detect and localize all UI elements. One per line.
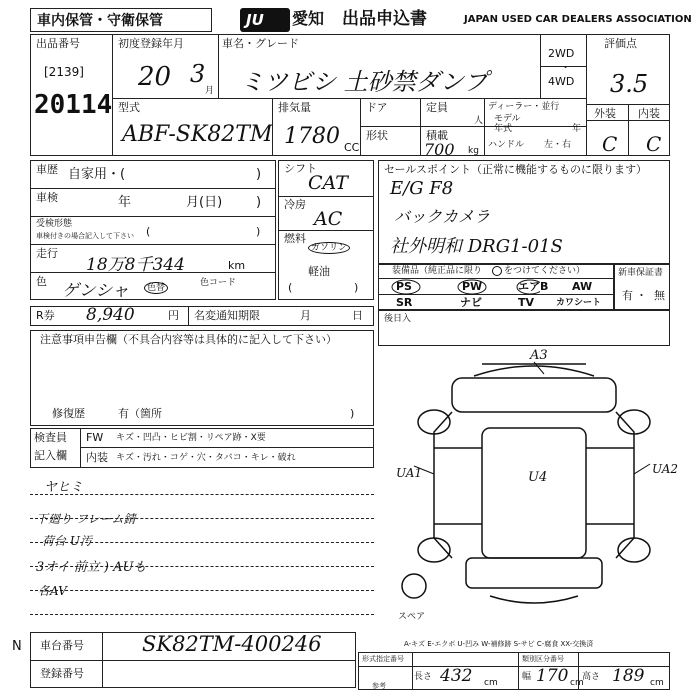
model-value: ABF-SK82TM bbox=[122, 122, 273, 147]
interior-value: C bbox=[646, 132, 662, 156]
drive-4wd: 4WD bbox=[548, 75, 575, 88]
equipment-circle-marks bbox=[390, 278, 540, 298]
warranty-no: 無 bbox=[654, 289, 665, 302]
name-change-label: 名変通知期限 bbox=[194, 309, 260, 322]
fuel-gasoline: ガソリン bbox=[308, 242, 350, 254]
history-label: 車歴 bbox=[36, 163, 58, 176]
color-code-label: 色コード bbox=[200, 278, 237, 288]
diagram-mark-left: UA1 bbox=[396, 466, 423, 480]
dealer-label: ディーラー・並行 bbox=[488, 102, 560, 112]
fuel-paren: ( bbox=[288, 281, 293, 294]
spec-ref: 参考 bbox=[372, 682, 386, 690]
model-year-label2: 年式 bbox=[494, 124, 513, 134]
repair-label: 修復歴 bbox=[52, 407, 85, 420]
sales-point-1: E/G F8 bbox=[390, 178, 454, 199]
inspector-label-2: 記入欄 bbox=[34, 449, 67, 462]
lot-small-code: [2139] bbox=[44, 65, 84, 79]
spec-length-label: 長さ bbox=[414, 672, 433, 682]
equipment-airbag: エアB bbox=[518, 280, 549, 293]
equipment-circle-mark bbox=[492, 266, 502, 276]
equipment-pw: PW bbox=[462, 280, 483, 293]
spec-type-label: 形式指定番号 bbox=[362, 655, 404, 663]
aircon-value: AC bbox=[314, 208, 343, 230]
warranty-yes: 有 bbox=[622, 289, 633, 302]
equipment-sr: SR bbox=[396, 296, 413, 309]
spec-width-unit: cm bbox=[570, 678, 584, 688]
handle-label: ハンドル bbox=[488, 140, 525, 150]
history-value: 自家用・( bbox=[68, 167, 126, 182]
drive-2wd: 2WD bbox=[548, 47, 575, 60]
fuel-diesel: 軽油 bbox=[308, 265, 330, 278]
color-value: ゲンシャ bbox=[62, 281, 129, 301]
displacement-unit: CC bbox=[344, 141, 360, 154]
spec-width-label: 幅 bbox=[522, 672, 532, 682]
load-label: 積載 bbox=[426, 129, 448, 142]
accepted-sub: 車検付きの場合記入して下さい bbox=[36, 232, 134, 240]
car-name-label: 車名・グレード bbox=[222, 37, 299, 50]
spec-length: 432 bbox=[440, 666, 473, 686]
shift-label: シフト bbox=[284, 162, 317, 175]
diagram-mark-right: UA2 bbox=[652, 462, 679, 476]
lot-label: 出品番号 bbox=[36, 37, 80, 50]
diagram-mark-top: A3 bbox=[530, 348, 548, 363]
chassis-label: 車台番号 bbox=[40, 639, 84, 652]
fuel-label: 燃料 bbox=[284, 232, 306, 245]
load-value: 700 bbox=[424, 140, 455, 159]
registration-month: 3 bbox=[190, 60, 206, 88]
later-input-label: 後日入 bbox=[384, 314, 412, 324]
spec-width: 170 bbox=[536, 666, 569, 686]
color-label: 色 bbox=[36, 275, 47, 288]
equipment-aw: AW bbox=[572, 280, 593, 293]
sales-points-label: セールスポイント（正常に機能するものに限ります） bbox=[384, 163, 648, 176]
recycle-value: 8,940 bbox=[86, 305, 135, 325]
logo-region: 愛知 bbox=[292, 9, 325, 28]
color-changed-mark: 色替 bbox=[144, 282, 168, 294]
score-label: 評価点 bbox=[604, 37, 637, 50]
exterior-label: 外装 bbox=[594, 107, 616, 120]
sales-point-2: バックカメラ bbox=[394, 207, 491, 226]
registration-label: 初度登録年月 bbox=[118, 37, 184, 50]
ju-logo bbox=[240, 8, 290, 32]
inspector-row2-head: 内装 bbox=[86, 451, 108, 464]
handnote-4: 3オイ 前立 ) AUも bbox=[36, 560, 147, 575]
equipment-label-2: をつけてください） bbox=[504, 266, 586, 276]
load-unit: kg bbox=[468, 146, 479, 156]
repair-close: ) bbox=[350, 407, 355, 420]
equipment-label: 装備品（純正品に限り bbox=[392, 266, 483, 276]
fuel-close: ) bbox=[354, 281, 359, 294]
history-close: ) bbox=[256, 167, 262, 182]
equipment-seat: カワシート bbox=[556, 298, 602, 308]
model-year-label1: モデル bbox=[494, 114, 521, 124]
aircon-label: 冷房 bbox=[284, 198, 306, 211]
recycle-unit: 円 bbox=[168, 309, 179, 322]
spec-length-unit: cm bbox=[484, 678, 498, 688]
handnote-5: 各AV bbox=[38, 584, 67, 598]
capacity-label: 定員 bbox=[426, 101, 448, 114]
drive-dot: ・ bbox=[560, 61, 571, 74]
inspector-row1-head: FW bbox=[86, 431, 104, 444]
spec-height: 189 bbox=[612, 666, 645, 686]
inspector-row2: キズ・汚れ・コゲ・穴・タバコ・キレ・破れ bbox=[116, 453, 296, 463]
accepted-paren: ( bbox=[146, 225, 151, 238]
name-change-day: 日 bbox=[352, 309, 363, 322]
storage-badge-text: 車内保管・守衛保管 bbox=[37, 13, 163, 29]
inspector-row1: キズ・凹凸・ヒビ割・リペア跡・X要 bbox=[116, 433, 266, 443]
score-value: 3.5 bbox=[610, 70, 649, 98]
diagram-mark-center: U4 bbox=[528, 470, 548, 485]
inspection-label: 車検 bbox=[36, 191, 58, 204]
registration-year: 20 bbox=[138, 62, 172, 92]
inspection-close: ) bbox=[256, 195, 262, 210]
name-change-month: 月 bbox=[300, 309, 311, 322]
spec-class-label: 類別区分番号 bbox=[522, 655, 564, 663]
registration-month-unit: 月 bbox=[205, 86, 215, 96]
storage-badge bbox=[30, 8, 212, 32]
damage-legend: A-キズ E-エクボ U-凹み W-補修跡 S-サビ C-腐食 XX-交換済 bbox=[404, 640, 594, 648]
sales-point-3: 社外明和 DRG1-01S bbox=[390, 236, 563, 257]
chassis-side-mark: N bbox=[12, 639, 22, 654]
inspection-month: 月(日) bbox=[186, 195, 223, 210]
displacement-label: 排気量 bbox=[278, 101, 311, 114]
recycle-label: R券 bbox=[36, 309, 55, 322]
model-year-unit: 年 bbox=[572, 124, 582, 134]
handle-options: 左・右 bbox=[544, 140, 572, 150]
ju-logo-text: JU bbox=[246, 11, 264, 29]
accepted-label: 受検形態 bbox=[36, 219, 73, 229]
handnote-3: 荷台 U汚 bbox=[42, 534, 92, 548]
equipment-tv: TV bbox=[518, 296, 535, 309]
spec-height-label: 高さ bbox=[582, 672, 601, 682]
displacement-value: 1780 bbox=[284, 124, 340, 149]
model-label: 型式 bbox=[118, 101, 140, 114]
association-name: JAPAN USED CAR DEALERS ASSOCIATION bbox=[464, 14, 692, 25]
car-name-value: ミツビシ 土砂禁ダンプ bbox=[240, 68, 488, 96]
mileage-unit: km bbox=[228, 259, 246, 272]
warranty-sep: ・ bbox=[636, 289, 647, 302]
shape-label: 形状 bbox=[366, 129, 388, 142]
chassis-value: SK82TM-400246 bbox=[142, 632, 322, 656]
equipment-navi: ナビ bbox=[460, 296, 482, 309]
handnote-2: 下廻り フレーム錆 bbox=[36, 512, 136, 526]
repair-value: 有（箇所 bbox=[118, 407, 162, 420]
plate-label: 登録番号 bbox=[40, 667, 84, 680]
mileage-label: 走行 bbox=[36, 247, 58, 260]
lot-number: 20114 bbox=[34, 90, 113, 120]
shift-value: CAT bbox=[308, 172, 348, 194]
interior-label: 内装 bbox=[638, 107, 660, 120]
warranty-label: 新車保証書 bbox=[618, 268, 664, 278]
mileage-value: 18万8千344 bbox=[86, 255, 185, 275]
form-title: 出品申込書 bbox=[342, 9, 427, 29]
handnote-1: ヤヒミ bbox=[44, 480, 84, 495]
equipment-ps: PS bbox=[396, 280, 412, 293]
spec-height-unit: cm bbox=[650, 678, 664, 688]
later-input-block bbox=[378, 310, 670, 346]
inspection-year: 年 bbox=[118, 195, 132, 210]
spare-label: スペア bbox=[398, 612, 426, 622]
inspector-label-1: 検査員 bbox=[34, 431, 67, 444]
capacity-unit: 人 bbox=[474, 116, 484, 126]
doors-label: ドア bbox=[366, 101, 388, 114]
notes-label: 注意事項申告欄（不具合内容等は具体的に記入して下さい） bbox=[40, 333, 337, 346]
exterior-value: C bbox=[602, 132, 618, 156]
accepted-close: ) bbox=[256, 225, 261, 238]
